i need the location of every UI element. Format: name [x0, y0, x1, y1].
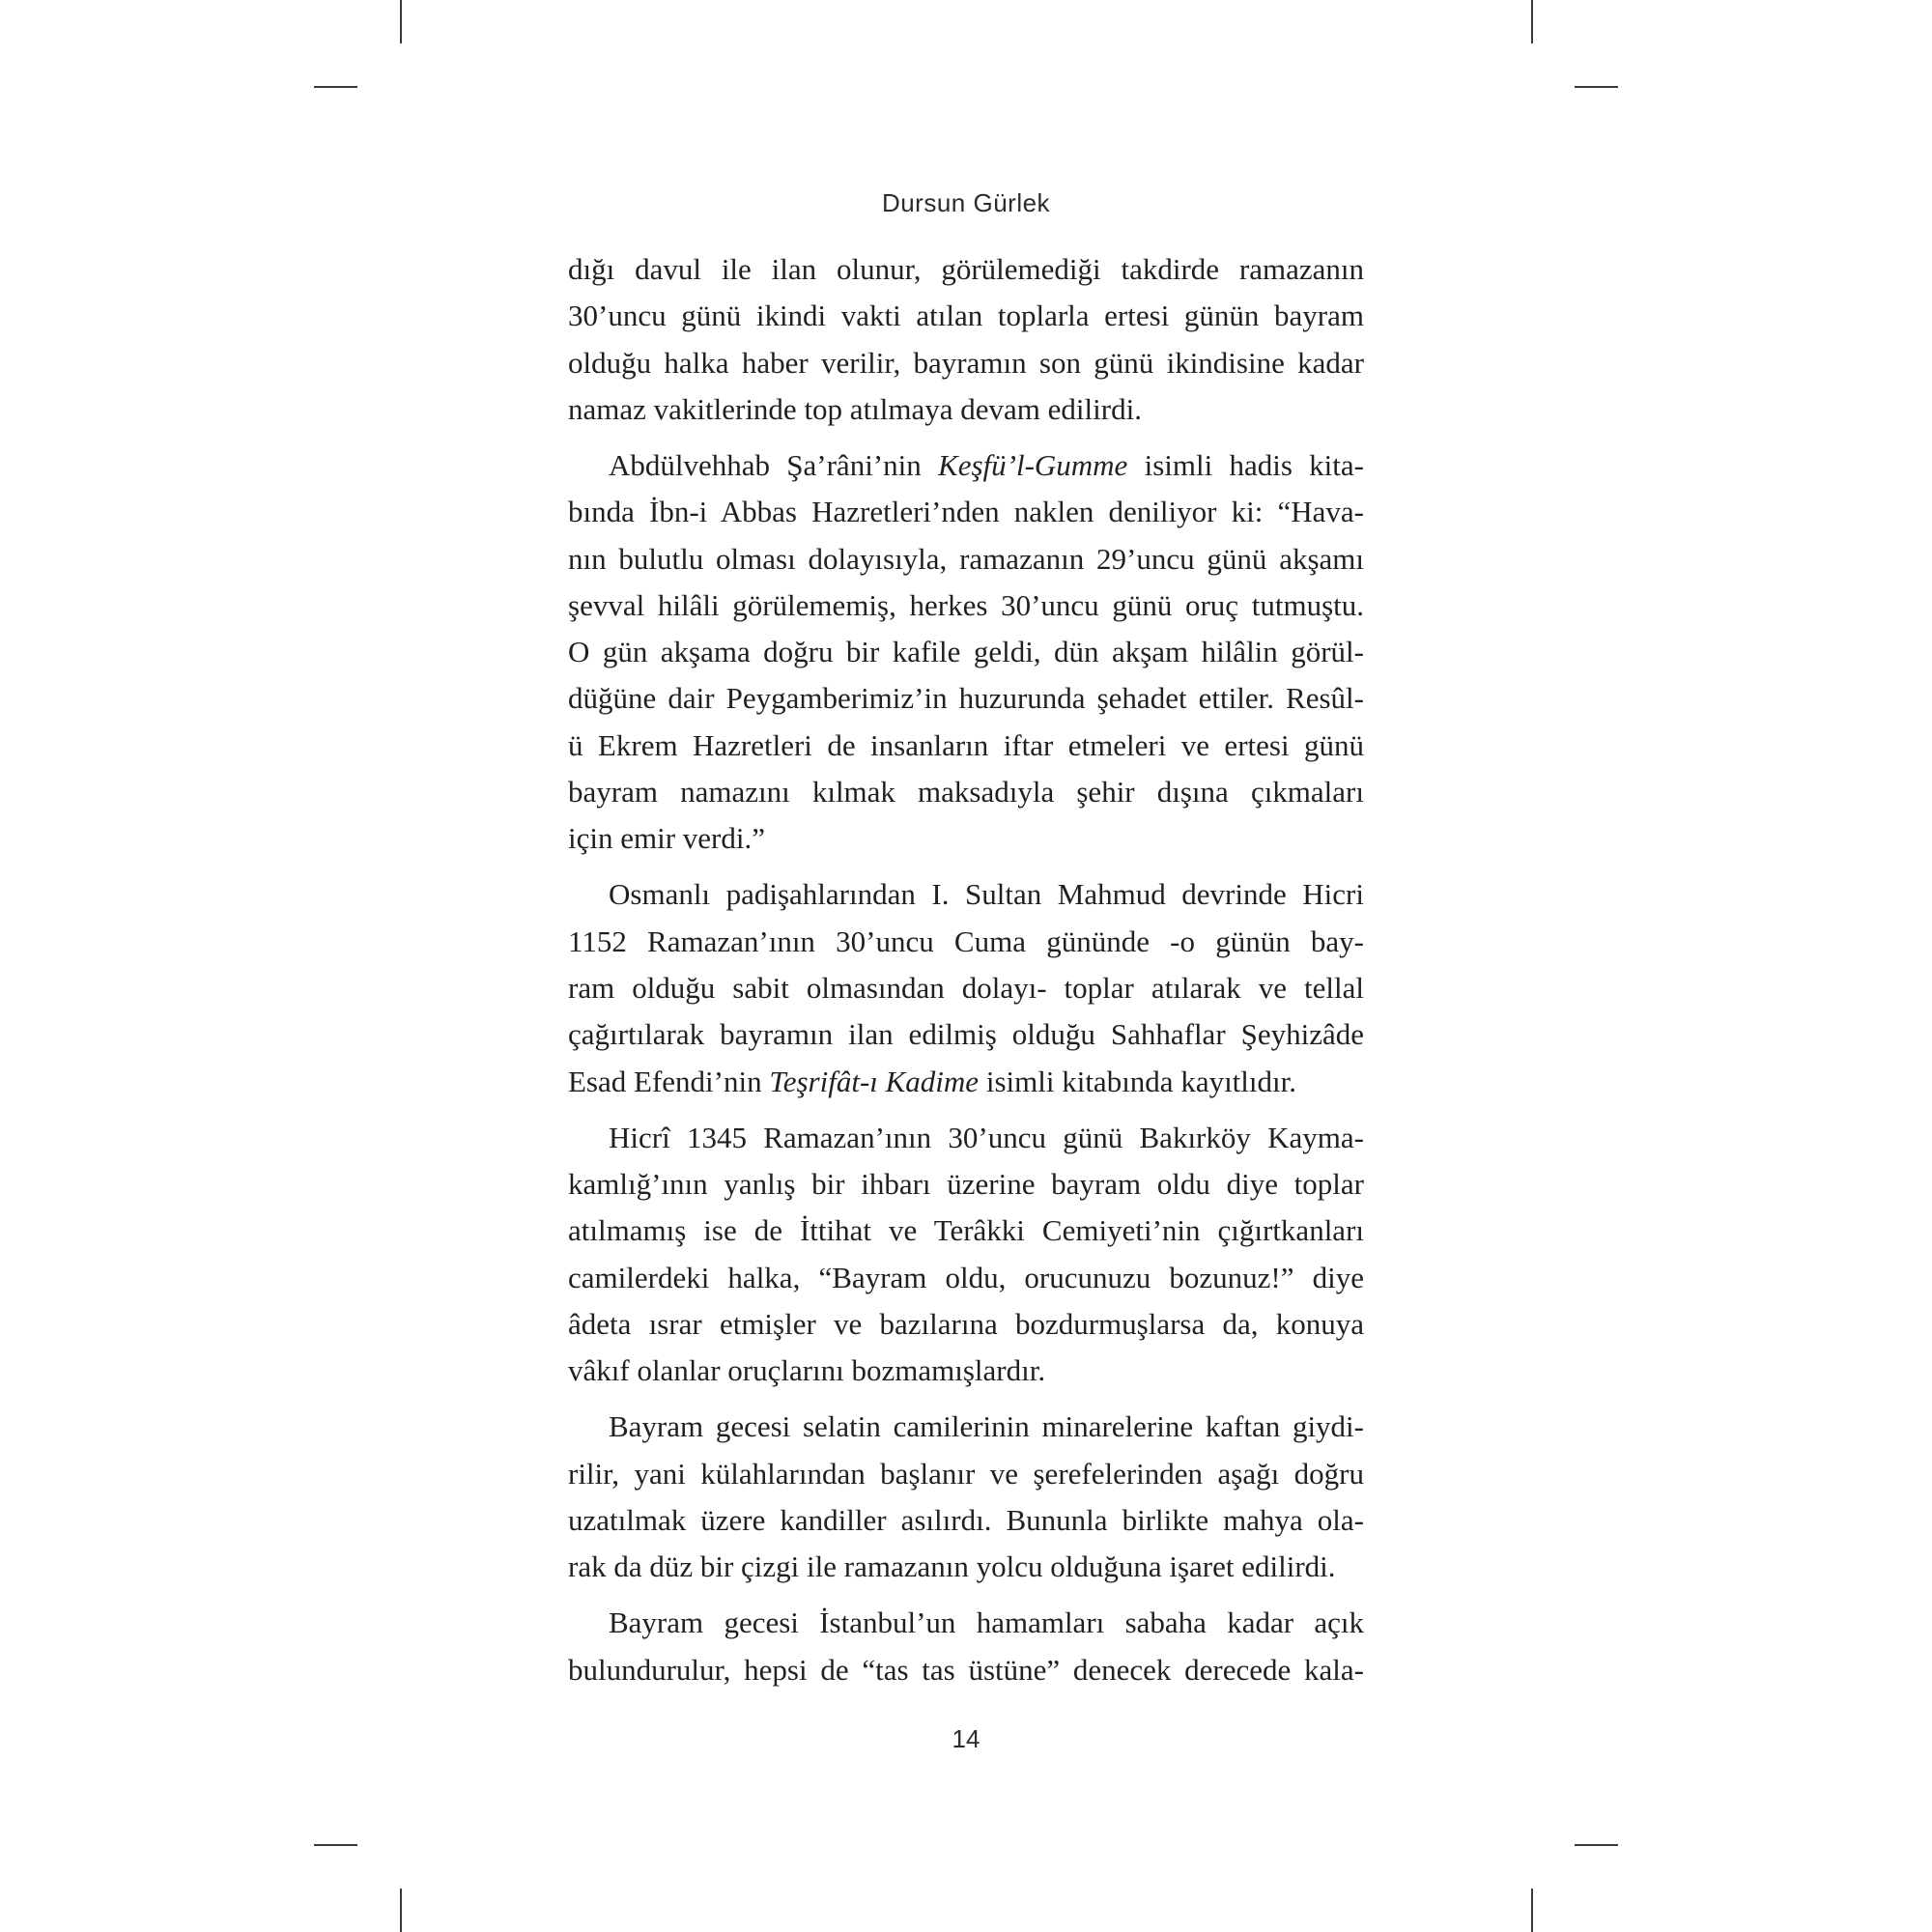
- text-line: rilir, yani külahlarından başlanır ve şerefelerinden aşağı doğru: [568, 1456, 1364, 1491]
- text-line: Bayram gecesi selatin camilerinin minarelerine kaftan giydi-: [609, 1409, 1364, 1444]
- text-line: nın bulutlu olması dolayısıyla, ramazanın 29’uncu günü akşamı: [568, 541, 1364, 576]
- crop-mark-top-left-vertical: [400, 0, 402, 43]
- text-line: çağırtılarak bayramın ilan edilmiş olduğu Sahhaflar Şeyhizâde: [568, 1017, 1364, 1052]
- text-line: bayram namazını kılmak maksadıyla şehir dışına çıkmaları: [568, 775, 1364, 810]
- text-line: vâkıf olanlar oruçlarını bozmamışlardır.: [568, 1353, 1046, 1388]
- text-line: [568, 1059, 1364, 1105]
- crop-mark-bottom-left-horizontal: [314, 1844, 357, 1846]
- crop-mark-top-right-horizontal: [1575, 86, 1618, 88]
- text-line: namaz vakitlerinde top atılmaya devam edilirdi.: [568, 391, 1142, 426]
- text-line: için emir verdi.”: [568, 821, 765, 856]
- page-number: 14: [952, 1724, 980, 1753]
- text-line: kamlığ’ının yanlış bir ihbarı üzerine bayram oldu diye toplar: [568, 1167, 1364, 1202]
- text-line: rak da düz bir çizgi ile ramazanın yolcu olduğuna işaret edilirdi.: [568, 1549, 1336, 1584]
- text-segment: isimli hadis kita-: [1127, 447, 1364, 482]
- text-segment: isimli kitabında kayıtlıdır.: [979, 1064, 1296, 1098]
- text-line: 30’uncu günü ikindi vakti atılan toplarla ertesi günün bayram: [568, 298, 1364, 333]
- text-line: atılmamış ise de İttihat ve Terâkki Cemiyeti’nin çığırtkanları: [568, 1213, 1364, 1248]
- text-line: camilerdeki halka, “Bayram oldu, orucunuzu bozunuz!” diye: [568, 1260, 1364, 1294]
- text-line: dığı davul ile ilan olunur, görülemediği takdirde ramazanın: [568, 252, 1364, 286]
- text-line: ü Ekrem Hazretleri de insanların iftar etmeleri ve ertesi günü: [568, 727, 1364, 762]
- running-header: Dursun Gürlek: [881, 188, 1051, 217]
- text-line: Osmanlı padişahlarından I. Sultan Mahmud devrinde Hicri: [609, 877, 1364, 912]
- text-line: bında İbn-i Abbas Hazretleri’nden naklen deniliyor ki: “Hava-: [568, 495, 1364, 529]
- text-line: 1152 Ramazan’ının 30’uncu Cuma gününde -o günün bay-: [568, 923, 1364, 958]
- crop-mark-bottom-right-vertical: [1531, 1889, 1533, 1932]
- text-segment: Abdülvehhab Şa’râni’nin: [609, 447, 939, 482]
- text-line: bulundurulur, hepsi de “tas tas üstüne” denecek derecede kala-: [568, 1652, 1364, 1687]
- crop-mark-bottom-left-vertical: [400, 1889, 402, 1932]
- text-line: uzatılmak üzere kandiller asılırdı. Bununla birlikte mahya ola-: [568, 1502, 1364, 1537]
- paragraph: [568, 246, 1364, 433]
- paragraph: [568, 1404, 1364, 1590]
- text-line: şevval hilâli görülememiş, herkes 30’uncu günü oruç tutmuştu.: [568, 587, 1364, 622]
- paragraph: [568, 871, 1364, 1104]
- text-line: düğüne dair Peygamberimiz’in huzurunda şehadet ettiler. Resûl-: [568, 681, 1364, 716]
- paragraph: [568, 1600, 1364, 1693]
- paragraph: [568, 1115, 1364, 1395]
- italic-book-title: Teşrifât-ı Kadime: [769, 1064, 980, 1098]
- crop-mark-bottom-right-horizontal: [1575, 1844, 1618, 1846]
- text-line: Bayram gecesi İstanbul’un hamamları sabaha kadar açık: [609, 1605, 1364, 1640]
- crop-mark-top-right-vertical: [1531, 0, 1533, 43]
- crop-mark-top-left-horizontal: [314, 86, 357, 88]
- text-line: âdeta ısrar etmişler ve bazılarına bozdurmuşlarsa da, konuya: [568, 1306, 1364, 1341]
- body-text: [568, 246, 1364, 1693]
- text-line: [568, 442, 1364, 489]
- text-line: O gün akşama doğru bir kafile geldi, dün akşam hilâlin görül-: [568, 635, 1364, 669]
- text-line: ram olduğu sabit olmasından dolayı- toplar atılarak ve tellal: [568, 971, 1364, 1006]
- text-segment: Esad Efendi’nin: [568, 1064, 770, 1098]
- paragraph: [568, 442, 1364, 863]
- text-line: Hicrî 1345 Ramazan’ının 30’uncu günü Bakırköy Kayma-: [609, 1120, 1364, 1154]
- italic-book-title: Keşfü’l-Gumme: [938, 447, 1128, 482]
- text-line: olduğu halka haber verilir, bayramın son günü ikindisine kadar: [568, 345, 1364, 380]
